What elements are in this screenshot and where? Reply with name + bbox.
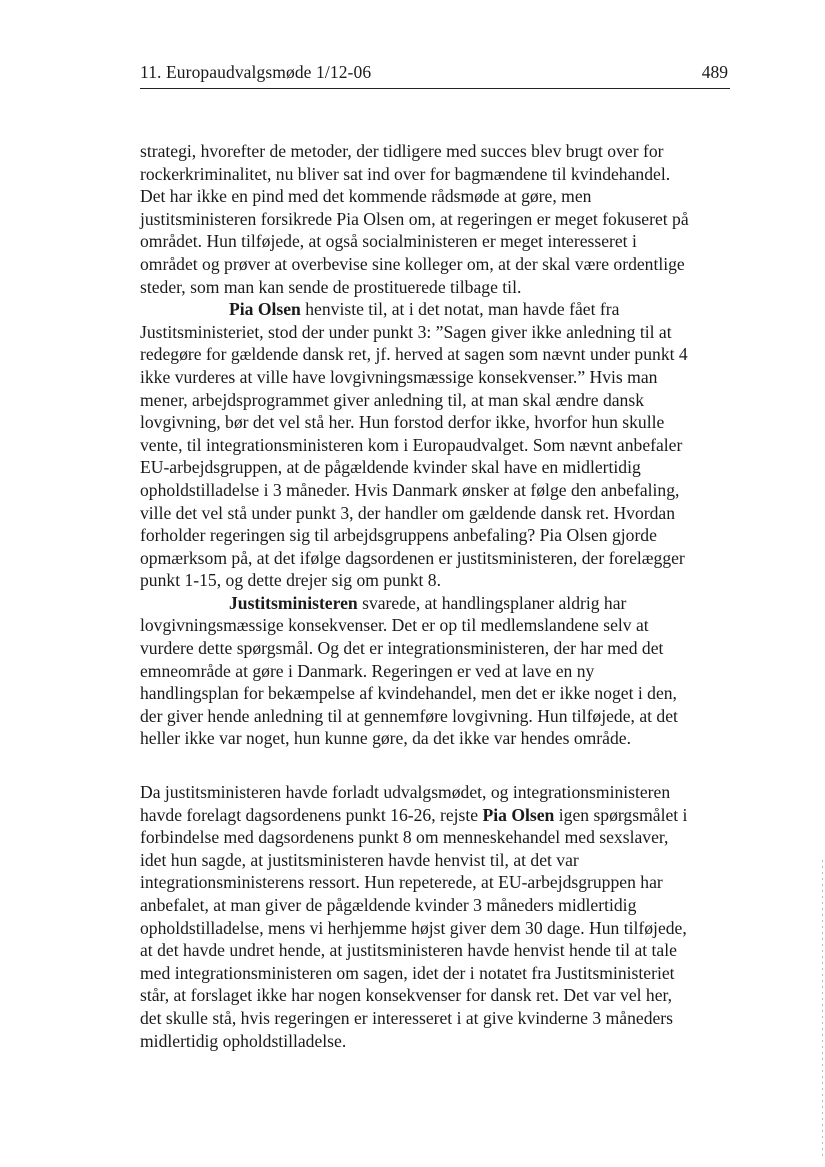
text-line: redegøre for gældende dansk ret, jf. herved at sagen som nævnt under punkt 4 <box>140 344 688 365</box>
text-line: midlertidig opholdstilladelse. <box>140 1030 347 1051</box>
text-line: området og prøver at overbevise sine kolleger om, at der skal være ordentlige <box>140 253 685 274</box>
scan-edge-artifact <box>822 860 823 1160</box>
text-line: opholdstilladelse i 3 måneder. Hvis Danmark ønsker at følge den anbefaling, <box>140 479 680 500</box>
text-line: handlingsplan for bekæmpelse af kvindehandel, men det er ikke noget i den, <box>140 683 677 704</box>
text-line: strategi, hvorefter de metoder, der tidligere med succes blev brugt over for <box>140 141 664 161</box>
text-line: står, at forslaget ikke har nogen konsekvenser for dansk ret. Det var vel her, <box>140 985 673 1006</box>
text-line: forbindelse med dagsordenens punkt 8 om menneskehandel med sexslaver, <box>140 827 669 848</box>
text-line: vurdere dette spørgsmål. Og det er integrationsministeren, der har med det <box>140 638 664 659</box>
text-line: heller ikke var noget, hun kunne gøre, da det ikke var hendes område. <box>140 728 631 749</box>
text-line: Da justitsministeren havde forladt udvalgsmødet, og integrationsministeren <box>140 782 671 803</box>
document-title: 11. Europaudvalgsmøde 1/12-06 <box>140 62 372 82</box>
text-segment: havde forelagt dagsordenens punkt 16-26, rejste <box>140 804 483 825</box>
text-line: at det havde undret hende, at justitsministeren havde henvist hende til at tale <box>140 940 677 961</box>
text-line: det skulle stå, hvis regeringen er interesseret i at give kvinderne 3 måneders <box>140 1007 674 1028</box>
paragraph-spacer <box>140 750 740 781</box>
text-line: idet hun sagde, at justitsministeren havde henvist til, at det var <box>140 849 579 870</box>
text-line: Justitsministeriet, stod der under punkt 3: ”Sagen giver ikke anledning til at <box>140 321 672 342</box>
document-body <box>140 140 740 1052</box>
text-line: rockerkriminalitet, nu bliver sat ind over for bagmændene til kvindehandel. <box>140 163 671 184</box>
text-segment: svarede, at handlingsplaner aldrig har <box>357 592 627 613</box>
text-line: området. Hun tilføjede, at også socialministeren er meget interesseret i <box>140 231 637 252</box>
paragraph-2 <box>140 298 740 592</box>
text-line: punkt 1-15, og dette drejer sig om punkt 8. <box>140 570 442 591</box>
text-line: vente, til integrationsministeren kom i Europaudvalget. Som nævnt anbefaler <box>140 434 683 455</box>
text-line <box>140 298 740 321</box>
text-line: ikke vurderes at ville have lovgivningsmæssige konsekvenser.” Hvis man <box>140 366 658 387</box>
text-line: forholder regeringen sig til arbejdsgruppens anbefaling? Pia Olsen gjorde <box>140 525 657 546</box>
text-line <box>140 592 740 615</box>
text-line: med integrationsministeren om sagen, idet der i notatet fra Justitsministeriet <box>140 962 675 983</box>
text-line: mener, arbejdsprogrammet giver anledning til, at man skal ændre dansk <box>140 389 644 410</box>
text-line: EU-arbejdsgruppen, at de pågældende kvinder skal have en midlertidig <box>140 457 641 478</box>
text-line: anbefalet, at man giver de pågældende kvinder 3 måneders midlertidig <box>140 895 637 915</box>
paragraph-3 <box>140 592 740 750</box>
paragraph-1 <box>140 140 740 298</box>
text-line: der giver hende anledning til at gennemføre lovgivning. Hun tilføjede, at det <box>140 705 678 726</box>
text-line <box>140 804 740 827</box>
speaker-name: Pia Olsen <box>229 299 301 320</box>
text-line: steder, som man kan sende de prostituerede tilbage til. <box>140 276 522 297</box>
page-header <box>140 60 730 89</box>
text-line: emneområde at gøre i Danmark. Regeringen er ved at lave en ny <box>140 660 595 681</box>
text-line: opholdstilladelse, mens vi herhjemme højst giver dem 30 dage. Hun tilføjede, <box>140 917 687 938</box>
text-line: opmærksom på, at det ifølge dagsordenen er justitsministeren, der forelægger <box>140 547 685 568</box>
text-line: ville det vel stå under punkt 3, der handler om gældende dansk ret. Hvordan <box>140 502 676 523</box>
speaker-name: Pia Olsen <box>482 804 555 825</box>
text-segment: henviste til, at i det notat, man havde fået fra <box>300 299 620 320</box>
text-line: Det har ikke en pind med det kommende rådsmøde at gøre, men <box>140 186 592 207</box>
text-line: lovgivningsmæssige konsekvenser. Det er op til medlemslandene selv at <box>140 615 649 636</box>
text-line: lovgivning, bør det vel stå her. Hun forstod derfor ikke, hvorfor hun skulle <box>140 412 665 433</box>
text-line: integrationsministerens ressort. Hun repeterede, at EU-arbejdsgruppen har <box>140 872 663 893</box>
text-segment: igen spørgsmålet i <box>554 804 688 825</box>
paragraph-4 <box>140 781 740 1052</box>
speaker-name: Justitsministeren <box>229 592 358 613</box>
text-line: justitsministeren forsikrede Pia Olsen om, at regeringen er meget fokuseret på <box>140 208 689 229</box>
page-number: 489 <box>701 62 728 82</box>
